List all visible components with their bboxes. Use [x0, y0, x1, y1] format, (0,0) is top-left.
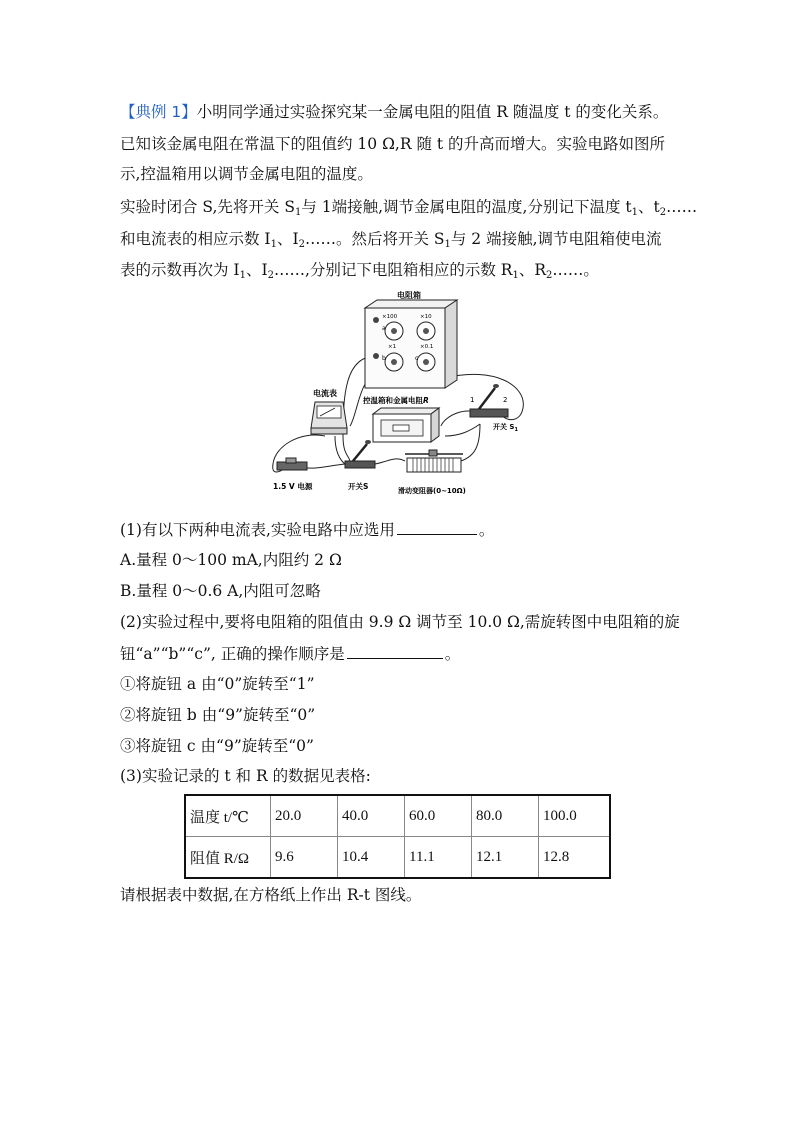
operation-line-3: 表的示数再次为 $I_1$、$I_2\dots\dots$,分别记下电阻箱相应的示数 $R_1$、$R_2\dots\dots$。 [120, 261, 599, 281]
table-cell: 100.0 [539, 795, 611, 837]
svg-text:×0.1: ×0.1 [420, 344, 434, 350]
intro-line-3: 示,控温箱用以调节金属电阻的温度。 [120, 165, 373, 183]
ammeter-label: 电流表 [313, 389, 337, 398]
table-cell: 9.6 [271, 837, 338, 879]
svg-text:×10: ×10 [420, 314, 432, 320]
rheostat[interactable] [398, 450, 466, 495]
switch-s[interactable] [345, 440, 375, 491]
data-table [184, 794, 611, 879]
resistance-box[interactable] [365, 290, 457, 388]
temperature-chamber [362, 395, 439, 442]
knob-c-label: c [415, 355, 419, 362]
table-header-resistance: 阻值 R/Ω [185, 837, 271, 879]
knob-a-label: a [382, 325, 386, 332]
intro-line-1: 【典例 1】小明同学通过实验探究某一金属电阻的阻值 R 随温度 t 的变化关系。 [120, 103, 669, 121]
table-row-temperature [185, 795, 610, 837]
operation-line-2: 和电流表的相应示数 $I_1$、$I_2\dots\dots$。然后将开关 $S_1$与 2 端接触,调节电阻箱使电流 [120, 230, 662, 250]
switch-s-label: 开关S [348, 482, 369, 491]
q1-answer-blank[interactable] [397, 518, 477, 535]
svg-text:2: 2 [503, 396, 508, 404]
ammeter[interactable] [311, 388, 347, 434]
q2-step-2: ②将旋钮 b 由“9”旋转至“0” [120, 706, 316, 724]
table-cell: 10.4 [338, 837, 405, 879]
q2-stem-line-2: 钮“a”“b”“c”, 正确的操作顺序是 。 [120, 642, 460, 665]
table-cell: 12.8 [539, 837, 611, 879]
table-header-temperature: 温度 t/℃ [185, 795, 271, 837]
chamber-label: 控温箱和金属电阻R [363, 396, 429, 405]
power-supply [273, 458, 313, 491]
table-cell: 11.1 [405, 837, 472, 879]
q3-instruction: 请根据表中数据,在方格纸上作出 R-t 图线。 [120, 886, 422, 904]
table-cell: 20.0 [271, 795, 338, 837]
operation-line-1: 实验时闭合 S,先将开关 $S_1$与 1端接触,调节金属电阻的温度,分别记下温度 $t_1$、$t_2\dots\dots$ [120, 198, 698, 218]
terminal-icon [373, 353, 379, 359]
q1-option-b: B.量程 0～0.6 A,内阻可忽略 [120, 582, 321, 600]
terminal-icon [373, 317, 379, 323]
q2-stem-line-1: (2)实验过程中,要将电阻箱的阻值由 9.9 Ω 调节至 10.0 Ω,需旋转图中电阻箱的旋 [120, 613, 680, 631]
table-cell: 40.0 [338, 795, 405, 837]
knob-b-label: b [382, 355, 386, 362]
resistance-box-label: 电阻箱 [397, 291, 421, 300]
svg-text:×100: ×100 [382, 314, 398, 320]
svg-text:×1: ×1 [388, 344, 397, 350]
rheostat-label: 滑动变阻器(0~10Ω) [398, 487, 466, 495]
example-tag: 【典例 1】 [120, 103, 197, 121]
table-row-resistance [185, 837, 610, 879]
switch-s1-label: 开关 $S_1$ [493, 423, 518, 433]
power-label: 1.5 V 电源 [273, 482, 313, 491]
intro-line-2: 已知该金属电阻在常温下的阻值约 10 Ω,R 随 t 的升高而增大。实验电路如图所 [120, 135, 666, 153]
table-cell: 12.1 [472, 837, 539, 879]
q3-stem: (3)实验记录的 t 和 R 的数据见表格: [120, 767, 371, 785]
table-cell: 80.0 [472, 795, 539, 837]
svg-text:1: 1 [470, 396, 475, 404]
circuit-figure [265, 291, 535, 501]
q2-step-1: ①将旋钮 a 由“0”旋转至“1” [120, 675, 315, 693]
q2-answer-blank[interactable] [347, 642, 443, 659]
q1-stem: (1)有以下两种电流表,实验电路中应选用 。 [120, 518, 494, 541]
q2-step-3: ③将旋钮 c 由“9”旋转至“0” [120, 737, 314, 755]
table-cell: 60.0 [405, 795, 472, 837]
q1-option-a: A.量程 0～100 mA,内阻约 2 Ω [120, 551, 342, 569]
